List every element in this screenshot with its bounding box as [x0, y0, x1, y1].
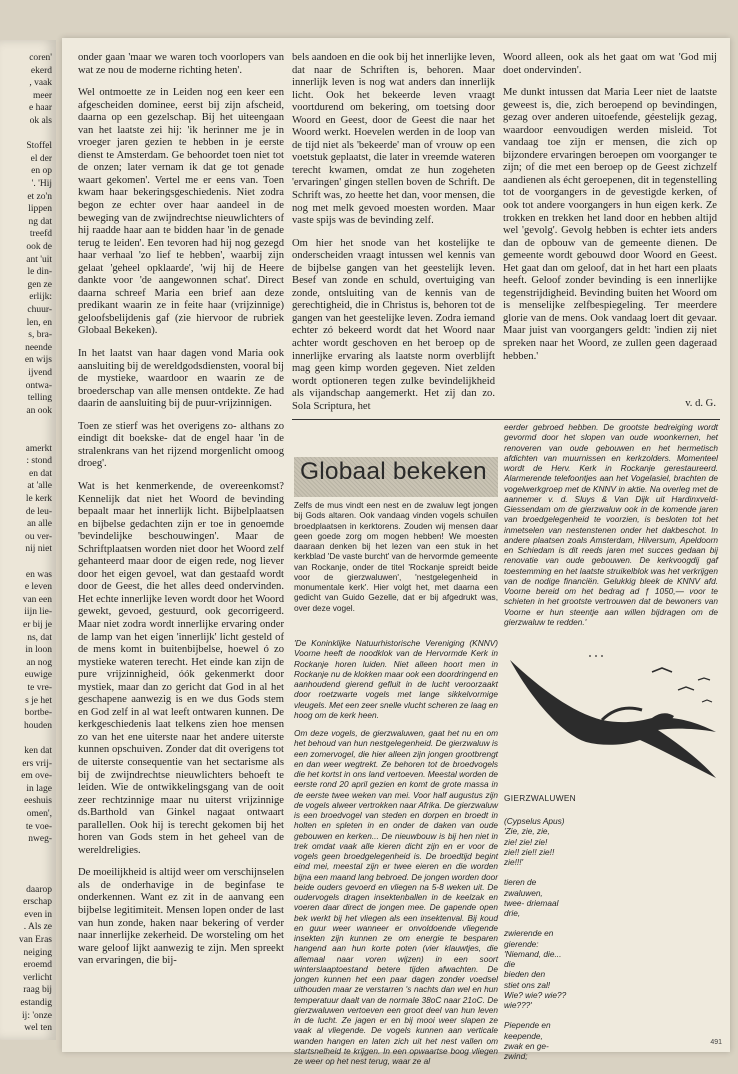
gutter-text-line: de leu- — [25, 506, 52, 517]
gutter-text-line: van Eras — [19, 935, 52, 945]
gutter-text-line: erschap — [22, 897, 52, 908]
gutter-text-line: neiging — [23, 947, 52, 958]
gutter-text-line: estandig — [20, 998, 52, 1008]
gutter-text-line: euwige — [24, 670, 52, 681]
poem-line: twee- driemaal — [504, 897, 559, 908]
poem-line: Piepende en — [504, 1020, 551, 1031]
gutter-text-line: en dat — [29, 468, 52, 479]
poem-line: zie!!!' — [504, 857, 524, 867]
poem — [504, 816, 594, 1071]
poem-line: stiet ons zal! — [504, 979, 551, 990]
poem-line: drie, — [504, 908, 521, 918]
gutter-text-line: an alle — [26, 519, 52, 530]
gutter-text-line: , vaak — [29, 78, 52, 89]
paragraph: In het laatst van haar dagen vond Maria ook aansluiting bij de wereldgodsdiensten, vooral bij de mystieke, waardoor en waarin ze de broederschap van alle mensen ontdekte. Ze had daarin de aansluiting bij de puur-vrijzinnigen. — [78, 348, 284, 410]
gutter-text-line: le kerk — [25, 494, 52, 504]
gutter-text-line: : stond — [26, 456, 52, 467]
gutter-text-line: nweg- — [28, 834, 52, 845]
gutter-text-line: en was — [25, 569, 52, 580]
poem-line: (Cypselus Apus) — [504, 816, 565, 826]
poem-stanza — [504, 928, 594, 1010]
poem-line: wie???' — [504, 1000, 532, 1010]
gutter-text-line: . Als ze — [23, 922, 52, 933]
gutter-text-line: an ook — [26, 405, 52, 416]
paragraph: Om deze vogels, de gierzwaluwen, gaat het nu en om het behoud van hun nestgelegenheid. De gierzwaluw is een zomervogel, die hier alleen zijn jongen grootbrengt en dan weer wegtrekt. Ze behoren tot de broedvogels die het kortst in ons land vertoeven. Meestal worden de eerste rond 20 april gezien en komt de grote massa in de eerste twee weken van mei. Voor half augustus zijn de vogels alweer vertrokken naar Afrika. De gierzwaluw is een broedvogel van steden en dorpen en broedt in holten en spleten in en onder de daken van oude gebouwen en kerken... De nieuwbouw is bij hen niet in trek omdat vaak alle kieren dicht zijn en er voor de vogels geen broedgelegenheid is. De broedtijd begint eind mei, meestal zijn er twee eieren en die worden bijna een maand lang bebroed. De jongen worden door beide ouders gevoerd en vliegen na 5-8 weken uit. De oudervogels dragen insektenballen in de keelzak en voeren daar direct de jongen mee. De gapende open bek werkt bij het vliegen als een insektenval. Bij koud en guur weer wanneer er onvoldoende vliegende insekten zijn kunnen ze om energie te besparen hangend aan hun korte poten (vier klauwtjes, die allemaal naar voren wijzen) in een soort winterslaaptoestand betere tijden afwachten. De jongen kunnen het een paar dagen zonder voedsel uithouden maar ze verstarren 's nachts dan wel en hun temperatuur daalt van de normale 38oC naar 21oC. De gierzwaluwen vertoeven een groot deel van hun leven in de lucht. Ze jagen er en bij mooi weer slapen ze vaak al vliegende. De vogels kunnen aan verticale wanden hangen en laten zich uit het nest vallen om startsnelheid te krijgen. In een opwaartse boog vliegen ze weer op het nest terug, waar ze al — [294, 728, 498, 1066]
gutter-text-line: te vre- — [27, 683, 52, 693]
gutter-text-line: meer — [33, 90, 52, 101]
paragraph: 'De Koninklijke Natuurhistorische Vereniging (KNNV) Voorne heeft de noodklok van de Hervormde Kerk in Rockanje horen luiden. Niet alleen hoort men in Rockanje nu de klokken maar ook een doordringend en aanhoudend gierend gefluit in de lucht veroorzaakt door roetzwarte vogels met lange sikkelvormige vleugels. Met een zeer snelle vlucht scheren ze laag en hoog om de kerk heen. — [294, 638, 498, 720]
poem-line: zwierende en — [504, 928, 554, 939]
poem-line: zwind; — [504, 1051, 528, 1061]
gutter-text-line: ou ver- — [25, 531, 52, 542]
author-signature: v. d. G. — [685, 398, 716, 409]
gutter-text-line: er bij je — [22, 620, 52, 630]
paragraph: Wel ontmoette ze in Leiden nog een keer een afgescheiden dominee, eerst bij zijn afscheid, daarna op een gezelschap. Bij het uiteengaan van het laatste zei hij: 'ik herinner me je in vroeger jaren gezien te hebben in je eerste dienst te Amsterdam. Ge behoordet toen niet tot de onzen; later vernam ik dat ge tot genade waart gekomen'. Vertel me er eens van. Toen kwam haar bekeringsgeschiedenis. Niet zodra begon ze echter over haar aandeel in de beweging van de zwijndrechtse nieuwlichters of hij raadde haar aan te bidden haar 'in de genade terug te leiden'. Een tevoren had hij nog gezegd haar verhaal 'zo lief te hebben', waarbij zijn gelaat 'geheel opklaarde', 'wij hij de Heere dankte voor 'de aangewonnen schat'. Direct daarna schreef Maria een brief aan deze predikant waarin ze in feite haar (vrijzinnige) geloofsbelijdenis gaf (zie hiervoor de rubriek Globaal Bekeken). — [78, 87, 284, 337]
paragraph: Me dunkt intussen dat Maria Leer niet de laatste geweest is, die, zich beroepend op bevindingen, gezag over anderen uitoefende, géestelijk gezag, waardoor eenvoudigen werden misleid. Tot vandaag toe zijn er mensen, die zich op bijzondere ervaringen beroepen om voorganger te zijn; of die met een beroep op de Geest zichzelf aandienen als écht geroepenen, dit in tegenstelling tot de voorgangers in de gevestigde kerken, of ook tot andere voorgangers in hun eigen kerk. Ze trokken en trekken het land door en hebben altijd wel 'gevolg'. Gevolg hebben is echter iets anders dan de opbouw van de gemeente dienen. De gemeente wordt gebouwd door Woord en Geest. Het gaat dan om geloof, dat in het hart een plaats heeft. Geloof zonder bevinding is een innerlijke tegenstrijdigheid. Bevinding buiten het Woord om is menselijke zelfbespiegeling. Ter meerdere glorie van de mens. Ook vandaag loert dit gevaar. Maar juist van voorgangers geldt: 'indien zij niet spreken naar het Woord, ze zullen geen dageraad hebben.' — [503, 87, 717, 362]
gutter-text-line: e leven — [24, 582, 52, 593]
gutter-text-line: treefd — [29, 229, 52, 240]
gutter-text-line: ok als — [29, 116, 52, 126]
gutter-text-line: in lage — [26, 783, 52, 794]
article-column-3 — [503, 52, 717, 422]
poem-stanza — [504, 816, 594, 867]
gutter-text-line: verlicht — [22, 972, 52, 983]
gutter-text-line: ijvend — [28, 368, 52, 378]
gutter-text-line: s, bra- — [28, 330, 52, 341]
gutter-text-line: ng dat — [28, 216, 52, 227]
paragraph: Woord alleen, ook als het gaat om wat 'God mij doet ondervinden'. — [503, 52, 717, 76]
poem-stanza — [504, 877, 594, 918]
gutter-text-line: raag bij — [23, 985, 52, 996]
gutter-text-line: an nog — [26, 657, 52, 668]
gutter-text-line: eeshuis — [24, 796, 52, 807]
gutter-text-line: eroemd — [23, 960, 52, 971]
paragraph: De moeilijkheid is altijd weer om verschijnselen als de onderhavige in de beginfase te onderkennen. Want ez zit in de aanvang een bijbelse legitimiteit. Mensen lopen onder de last van hun zonde, haken naar bekering of verder naar innerlijke zekerheid. De worsteling om het ware geloof lijkt aanwezig te zijn. Men spreekt van ervaringen, die bij- — [78, 867, 284, 967]
gutter-text-line: nij niet — [25, 544, 52, 555]
poem-stanza — [504, 1020, 594, 1061]
gutter-text-line: chuur- — [27, 305, 52, 315]
page-number: 491 — [710, 1039, 722, 1046]
gutter-text-line: el der — [30, 153, 52, 164]
section-intro — [294, 500, 498, 613]
gutter-text-line: coren' — [29, 53, 52, 63]
poem-line: Wie? wie? wie?? — [504, 989, 567, 1000]
gutter-text-line: iijn lie- — [24, 607, 52, 618]
gutter-text-line: Stoffel — [26, 141, 52, 152]
gutter-text-line: ns, dat — [27, 632, 52, 643]
gutter-text-line: even in — [24, 909, 52, 920]
gutter-text-line: en wijs — [24, 355, 52, 366]
paragraph: Om hier het snode van het kostelijke te onderscheiden vraagt intussen wel kennis van de bijbelse gangen van het geestelijk leven. Besef van zonde en schuld, overtuiging van zonde, ontsluiting van de kennis van de gerechtigheid, die in Christus is, behoren tot de gangen van het geestelijke leven. Zodra iemand echter zó bekeerd wordt dat het Woord naar achter wordt geschoven en het beroep op de innerlijke ervaring als laatste norm overblijft mag geen kimp worden gegeven. Niet zelden wordt optioneren tegen zulke bevindelijkheid als vijandschap aangemerkt. Het zij dan zo. Sola Scriptura, het — [292, 237, 495, 412]
gutter-text-line: len, en — [26, 317, 52, 328]
paragraph: Wat is het kenmerkende, de overeenkomst? Kennelijk dat niet het Woord de bevinding bepaalt maar het innerlijk licht. Bijbelplaatsen en bijbelse gedachten zijn er toe in genoemde 'bevindelijke beschouwingen'. Maar de Schriftplaatsen worden niet door het Woord zelf gehanteerd maar door de eigen rede, nog liever door het eigen gevoel, wat dan gestaafd wordt door de Geest, die het alles deed ondervinden. Het echte innerlijke leven wordt door het Woord gewekt, gevoed, gestuurd, ook gecorrigeerd. Maar niet zodra wordt innerlijke ervaring onder de lamp van het eigen 'innerlijk' licht gesteld of de mens komt in buitenbijbelse, hoewel ó zo mystieke wateren terecht. Het einde kan zijn de pure vrijzinnigheid, óók gekenmerkt door mystiek, maar dan zo gericht dat God in al het geschapene aanwezig is en we dus Gods stem en God zelf in al wat leeft ontwaren kunnen. De kerkgeschiedenis laat telkens zien hoe mensen zo van het ene uiterste naar het andere uiterste kunnen opschuiven. Zonder dat dit overigens tot de uiterste consequentie van het sectarisme als bij de zwijndrechtse nieuwlichters behoeft te leiden. Wie de ontwikkelingsgang van de ooit zeer rechtzinnige maar nu uiterst vrijzinnige ds.Barthold van Ginkel nagaat ontwaart parallellen. Ook hij is terecht gekomen bij het horen van Gods stem in het geheel van de wereldreligies. — [78, 480, 284, 856]
gutter-text-line: e haar — [29, 103, 52, 114]
poem-line: die — [504, 959, 516, 969]
gutter-text-line: amerkt — [25, 443, 52, 454]
gutter-text-line: '. 'Hij — [31, 179, 52, 189]
gutter-text-line: le din- — [27, 267, 52, 278]
poem-line: zie!! zie!! zie!! — [504, 846, 555, 857]
poem-line: keepende, — [504, 1030, 543, 1041]
quoted-article — [294, 638, 498, 1074]
poem-line: 'Zie, zie, zie, — [504, 826, 550, 837]
poem-line: 'Niemand, die... — [504, 948, 562, 959]
gutter-text-line: ers vrij- — [22, 758, 52, 769]
gutter-text-line: te voe- — [25, 821, 52, 832]
gutter-text-line: daarop — [26, 884, 52, 895]
gutter-text-line: s je het — [25, 695, 52, 706]
section-heading: Globaal bekeken — [300, 458, 487, 485]
article-column-2 — [292, 52, 495, 422]
gutter-text-line: ij: 'onze — [22, 1010, 52, 1021]
swift-bird-illustration — [502, 650, 720, 790]
magazine-page — [62, 38, 730, 1066]
gutter-text-line: gen ze — [27, 279, 52, 290]
poem-line: zwak en ge- — [504, 1040, 549, 1051]
gutter-text-line: neende — [25, 342, 52, 353]
gutter-text-line: erlijk: — [29, 292, 52, 303]
gutter-text-line: ken dat — [24, 746, 52, 756]
poem-line: zwaluwen, — [504, 887, 543, 898]
gutter-text-line: omen', — [26, 809, 52, 819]
article-column-1 — [78, 52, 284, 1042]
gutter-text-line: ekerd — [30, 65, 52, 76]
paragraph: bels aandoen en die ook bij het innerlijke leven, dat naar de Schriften is, behoren. Maar innerlijk leven is nog wat anders dan innerlijk licht. Ook het bekeerde leven vraagt voortdurend om bekering, om toetsing door Woord en Geest, door de Geest die naar het Woord werkt. Hoevelen werden in de loop van de tijd niet als 'bekeerde' man of vrouw op een voetstuk geplaatst, die later in vreemde wateren terecht kwamen, omdat ze hun zogeheten 'ervaringen' gingen stellen boven de Schrift. De Schrift was, zo heette het dan, voor mensen, die nog met melk gevoed moesten worden. Maar vaste spijs was de bevinding zelf. — [292, 52, 495, 227]
gutter-text-line: houden — [24, 720, 52, 731]
poem-line: tieren de — [504, 877, 537, 888]
paragraph: onder gaan 'maar we waren toch voorlopers van wat ze nou de moderne richting heten'. — [78, 52, 284, 76]
left-page-gutter — [0, 40, 56, 1040]
gutter-text-line: at 'alle — [27, 481, 52, 492]
gutter-text-line: ook de — [26, 242, 52, 252]
gutter-text-line: in loon — [25, 645, 52, 656]
quoted-article-continued: eerder gebroed hebben. De grootste bedreiging wordt gevormd door het slopen van oude woonkernen, het renoveren van oude gebouwen en het hermetisch afdichten van muurnissen en kerkzolders. Momenteel wordt de Herv. Kerk in Rockanje gerestaureerd. Alarmerende telefoontjes aan het Vogelasiel, brachten de vogelwerkgroep met de KNNV in aktie. Na overleg met de aannemer v. d. Sluys & Van Dijk uit Hardinxveld-Giessendam om de gierzwaluw ook in de komende jaren van broedgelegenheid te voorzien, is besloten tot het inmetselen van nestenstenen onder het dakbeschot. In andere plaatsen zoals Amsterdam, Hilversum, Apeldoorn en Schiedam is dit reeds jaren met succes gedaan bij renovatie van oude gebouwen. De kerkvoogdij gaf toestemming en het laatste struikelblok was het verkrijgen van de nodige financiën. Gelukkig bleek de KNNV afd. Voorne bereid om het bedrag ad ƒ 1050,— voor te schieten in het grootste vertrouwen dat de bewoners van Voorne er hun steentje aan willen bijdragen om de gierzwaluw te redden.' — [504, 422, 718, 627]
gutter-text-line: wel ten — [24, 1023, 52, 1034]
gutter-text-line: lippen — [28, 204, 52, 215]
gutter-text-line: telling — [27, 393, 52, 404]
paragraph: Zelfs de mus vindt een nest en de zwaluw legt jongen bij Gods altaren. Ook vandaag vinden vogels schuilen broedplaatsen in kerktorens. Zouden wij mensen daar geen goede zorg om mogen hebben! We moesten daaraan denken bij het lezen van een stuk in het kerkblad 'De vaste burcht' van de hervormde gemeente van Rockanje, onder de titel 'Rockanje spreidt beide voor de gierzwaluwen', 'nestgelegenheid in monumentale kerk'. Hier volgt het, met daarna een gedicht van Guido Gezelle, dat er bij afgedrukt was, over deze vogel. — [294, 500, 498, 613]
gutter-text-line: et zo'n — [27, 191, 52, 202]
gutter-text-line: bortbe- — [24, 708, 52, 719]
paragraph: Toen ze stierf was het overigens zo- althans zo eindigt dit boekske- dat de engel haar 'in de stralenkrans van het rijzend morgenlicht omoog droeg'. — [78, 420, 284, 470]
gutter-text-line: ontwa- — [25, 380, 52, 391]
gutter-text-line: em ove- — [21, 771, 52, 782]
gutter-text-line: ant 'uit — [26, 254, 52, 265]
gutter-text-line: en op — [31, 166, 52, 177]
poem-line: gierende: — [504, 938, 539, 949]
poem-line: bieden den — [504, 969, 546, 980]
gutter-text-line: van een — [22, 594, 52, 605]
section-divider — [292, 419, 720, 420]
poem-line: zie! zie! zie! — [504, 836, 548, 847]
illustration-caption: GIERZWALUWEN — [504, 793, 576, 803]
